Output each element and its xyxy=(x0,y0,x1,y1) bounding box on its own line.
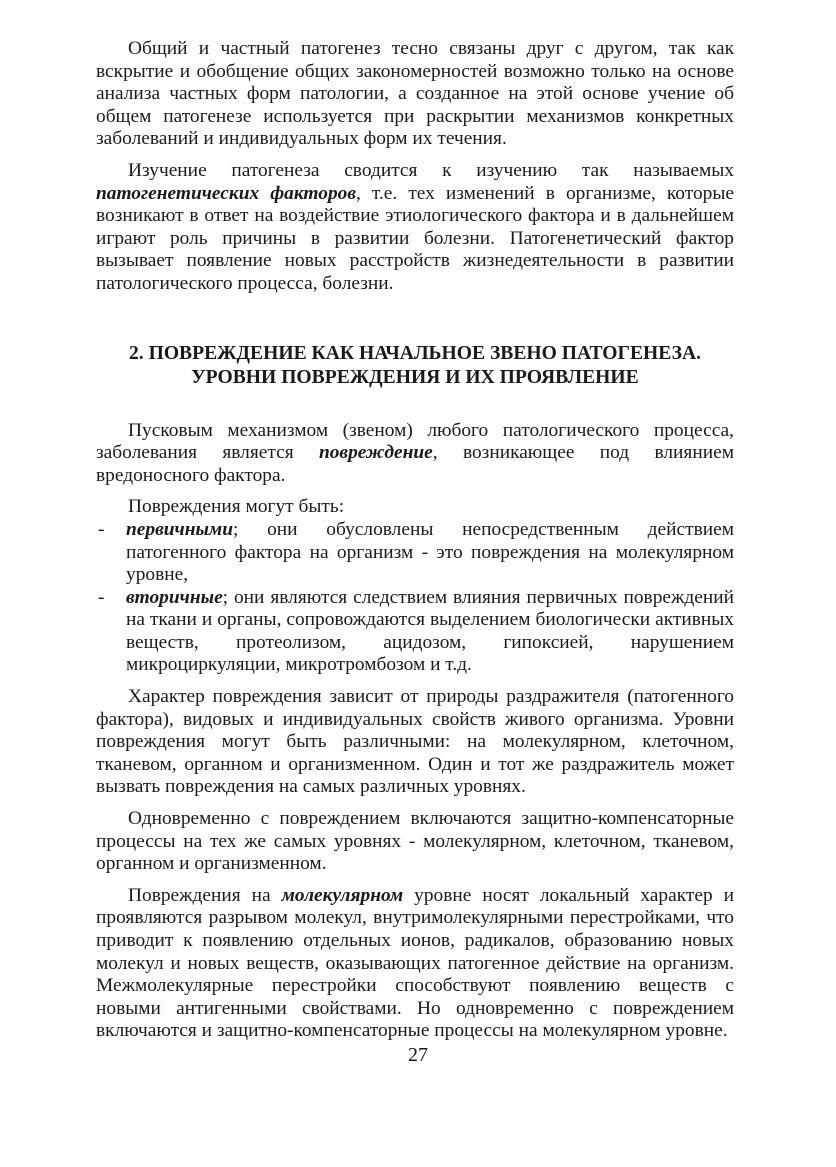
paragraph-trigger-mechanism xyxy=(96,420,734,488)
term-secondary: вторичные xyxy=(126,586,223,608)
page-number: 27 xyxy=(408,1044,428,1066)
page-content xyxy=(96,38,734,1043)
paragraph-text: уровне носят локальный характер и проявляются разрывом молекул, внутримолекулярными перестройками, что приводит к появлению отдельных ионов, радикалов, образованию новых молекул и новых веществ, оказывающих патогенное действие на организм. Межмолекулярные перестройки способствуют появлению веществ с новыми антигенными свойствами. Но одновременно с повреждением включаются и защитно-компенсаторные процессы на молекулярном уровне. xyxy=(96,884,734,1042)
list-item-text: ; они являются следствием влияния первичных повреждений на ткани и органы, сопровождаются выделением биологически активных веществ, протеолизом, ацидозом, гипоксией, нарушением микроциркуляции, микротромбозом и т.д. xyxy=(126,586,734,676)
paragraph-text: Характер повреждения зависит от природы раздражителя (патогенного фактора), видовых и индивидуальных свойств живого организма. Уровни повреждения могут быть различными: на молекулярном, клеточном, тканевом, органном и организменном. Один и тот же раздражитель может вызвать повреждения на самых различных уровнях. xyxy=(96,686,734,798)
term-pathogenetic-factors: патогенетических факторов xyxy=(96,182,356,204)
paragraph-compensatory-processes xyxy=(96,808,734,876)
list-item xyxy=(96,519,734,587)
paragraph-molecular-level xyxy=(96,885,734,1043)
dash-bullet: - xyxy=(98,518,105,540)
list-item-text: ; они обусловлены непосредственным действием патогенного фактора на организм - это повреждения на молекулярном уровне, xyxy=(126,518,734,586)
term-molecular: молекулярном xyxy=(281,884,404,906)
dash-bullet: - xyxy=(98,586,105,608)
paragraph-text: Повреждения на xyxy=(128,884,282,906)
list-intro-text: Повреждения могут быть: xyxy=(128,496,345,518)
paragraph-text: Изучение патогенеза сводится к изучению так называемых xyxy=(128,159,734,181)
paragraph-text: Пусковым механизмом (звеном) любого патологического процесса, заболевания является xyxy=(96,419,734,464)
term-damage: повреждение xyxy=(318,442,433,464)
paragraph-damage-character xyxy=(96,686,734,799)
section-heading xyxy=(96,342,734,390)
damage-types-list xyxy=(96,519,734,677)
paragraph-general-particular-pathogenesis xyxy=(96,38,734,151)
list-intro xyxy=(96,496,734,519)
paragraph-text: , возникающее под влиянием вредоносного фактора. xyxy=(96,442,734,486)
section-heading-line-2: УРОВНИ ПОВРЕЖДЕНИЯ И ИХ ПРОЯВЛЕНИЕ xyxy=(191,366,639,388)
list-item xyxy=(96,587,734,677)
section-heading-line-1: 2. ПОВРЕЖДЕНИЕ КАК НАЧАЛЬНОЕ ЗВЕНО ПАТОГЕНЕЗА. xyxy=(128,342,701,364)
paragraph-text: Одновременно с повреждением включаются защитно-компенсаторные процессы на тех же самых уровнях - молекулярном, клеточном, тканевом, органном и организменном. xyxy=(96,808,734,875)
paragraph-text: Общий и частный патогенез тесно связаны друг с другом, так как вскрытие и обобщение общих закономерностей возможно только на основе анализа частных форм патологии, а созданное на этой основе учение об общем патогенезе используется при раскрытии механизмов конкретных заболеваний и индивидуальных форм их течения. xyxy=(96,38,734,150)
term-primary: первичными xyxy=(126,518,233,540)
paragraph-pathogenetic-factors xyxy=(96,160,734,296)
paragraph-text: , т.е. тех изменений в организме, которые возникают в ответ на воздействие этиологического фактора и в дальнейшем играют роль причины в развитии болезни. Патогенетический фактор вызывает появление новых расстройств жизнедеятельности в развитии патологического процесса, болезни. xyxy=(96,182,734,294)
